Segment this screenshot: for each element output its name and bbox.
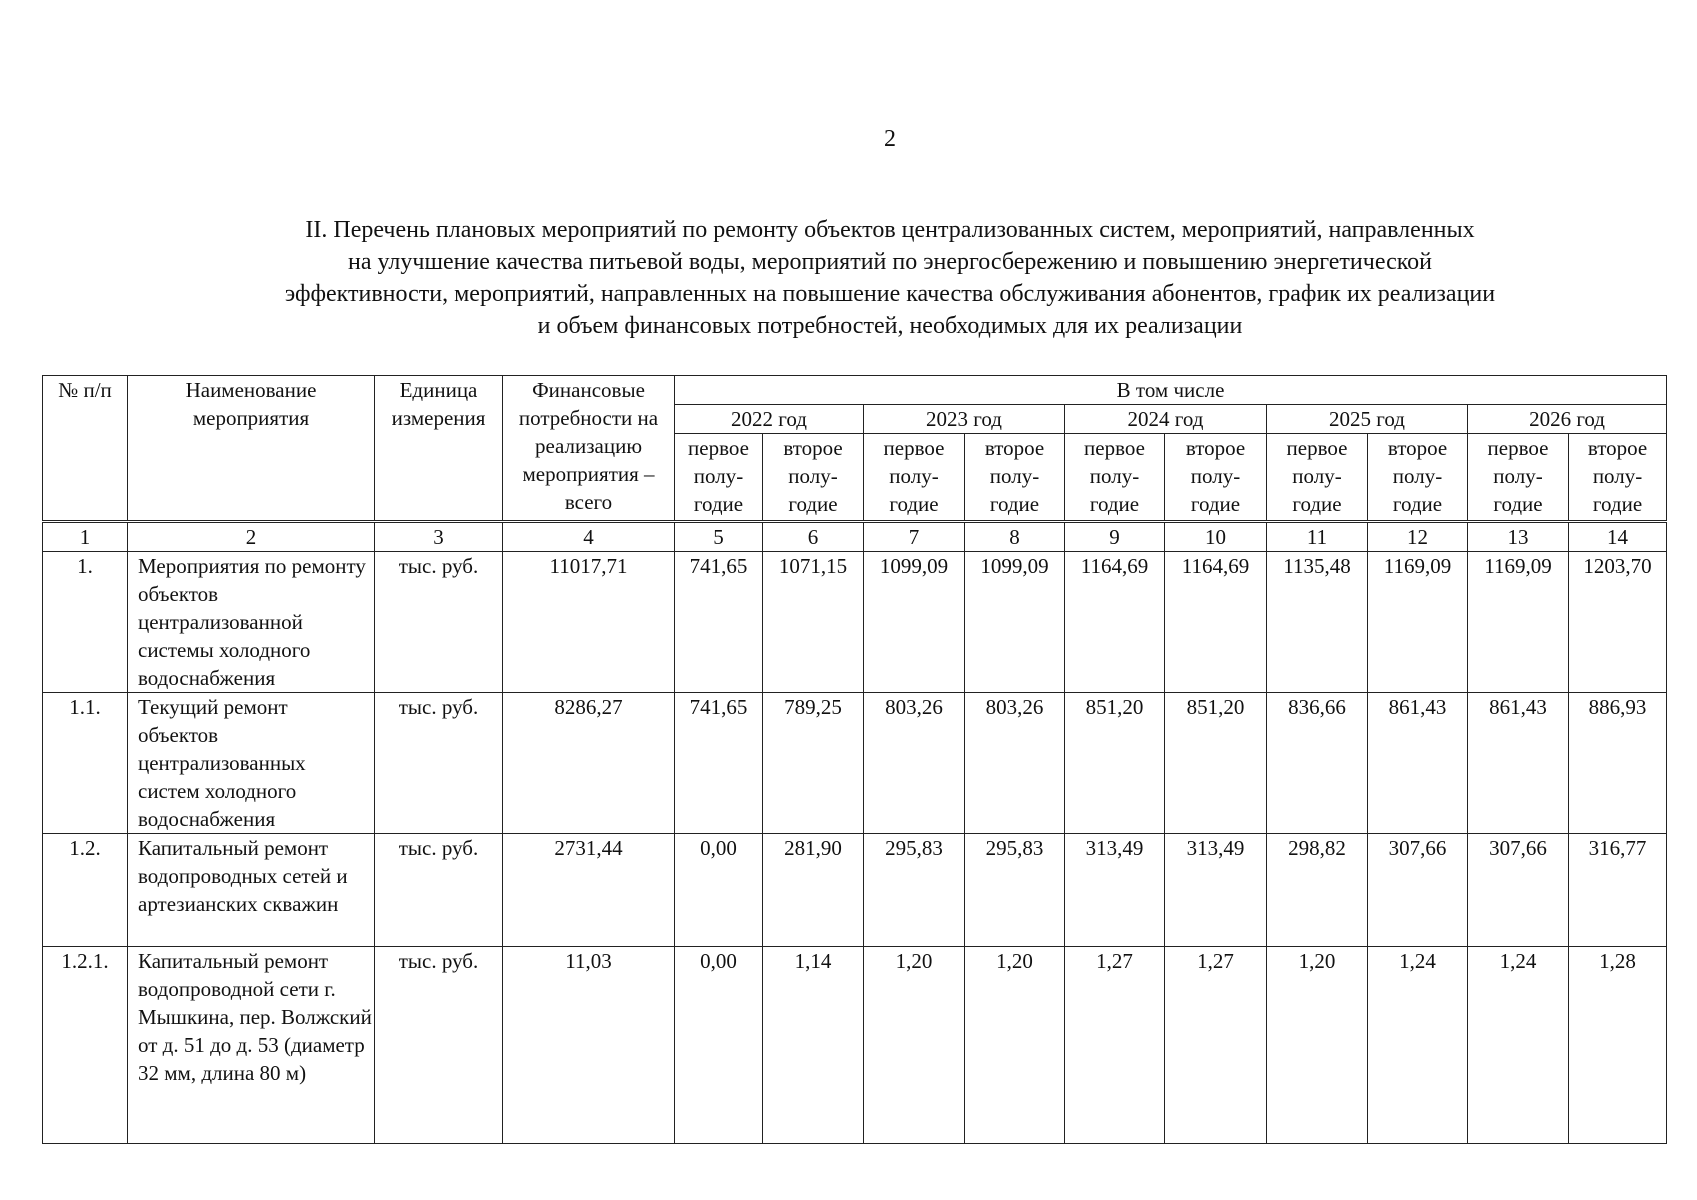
row-value: 1203,70	[1569, 552, 1667, 693]
row-value: 1,20	[864, 947, 965, 1144]
header-total: Финансовые потребности на реализацию мероприятия – всего	[503, 376, 675, 522]
header-first-half: первое полу-годие	[1468, 434, 1569, 522]
header-first-half: первое полу-годие	[675, 434, 763, 522]
table-row	[43, 834, 1667, 947]
row-num: 1.1.	[43, 693, 128, 834]
column-number: 6	[763, 522, 864, 552]
title-line: на улучшение качества питьевой воды, мероприятий по энергосбережению и повышению энергетической	[347, 249, 1433, 275]
row-value: 0,00	[675, 947, 763, 1144]
row-value: 861,43	[1468, 693, 1569, 834]
row-value: 1,14	[763, 947, 864, 1144]
row-name: Капитальный ремонт водопроводной сети г. Мышкина, пер. Волжский от д. 51 до д. 53 (диаметр 32 мм, длина 80 м)	[128, 947, 375, 1144]
header-second-half: второе полу-годие	[763, 434, 864, 522]
column-number: 1	[43, 522, 128, 552]
row-value: 1,27	[1065, 947, 1165, 1144]
row-value: 298,82	[1267, 834, 1368, 947]
table-row	[43, 552, 1667, 693]
row-num: 1.2.	[43, 834, 128, 947]
row-value: 741,65	[675, 552, 763, 693]
row-value: 803,26	[864, 693, 965, 834]
table-row	[43, 947, 1667, 1144]
page-number: 2	[884, 126, 896, 152]
column-number: 2	[128, 522, 375, 552]
column-number: 3	[375, 522, 503, 552]
row-total: 8286,27	[503, 693, 675, 834]
header-year: 2026 год	[1468, 405, 1667, 434]
header-year: 2023 год	[864, 405, 1065, 434]
row-value: 281,90	[763, 834, 864, 947]
row-value: 307,66	[1368, 834, 1468, 947]
column-number: 8	[965, 522, 1065, 552]
row-value: 1099,09	[965, 552, 1065, 693]
row-total: 11,03	[503, 947, 675, 1144]
row-value: 789,25	[763, 693, 864, 834]
row-name: Капитальный ремонт водопроводных сетей и артезианских скважин	[128, 834, 375, 947]
row-value: 1,24	[1368, 947, 1468, 1144]
row-value: 851,20	[1165, 693, 1267, 834]
column-number: 4	[503, 522, 675, 552]
row-unit: тыс. руб.	[375, 693, 503, 834]
column-number: 10	[1165, 522, 1267, 552]
row-name: Текущий ремонт объектов централизованных систем холодного водоснабжения	[128, 693, 375, 834]
column-number: 9	[1065, 522, 1165, 552]
row-value: 1164,69	[1165, 552, 1267, 693]
header-year: 2024 год	[1065, 405, 1267, 434]
row-value: 836,66	[1267, 693, 1368, 834]
row-value: 313,49	[1065, 834, 1165, 947]
header-name: Наименование мероприятия	[128, 376, 375, 522]
row-value: 316,77	[1569, 834, 1667, 947]
header-unit: Единица измерения	[375, 376, 503, 522]
column-number: 7	[864, 522, 965, 552]
row-value: 1169,09	[1468, 552, 1569, 693]
title-line: и объем финансовых потребностей, необходимых для их реализации	[537, 313, 1243, 339]
row-total: 2731,44	[503, 834, 675, 947]
document-title	[120, 214, 1660, 342]
row-value: 1,24	[1468, 947, 1569, 1144]
row-value: 1,20	[965, 947, 1065, 1144]
header-num: № п/п	[43, 376, 128, 522]
column-number: 12	[1368, 522, 1468, 552]
row-value: 803,26	[965, 693, 1065, 834]
row-value: 0,00	[675, 834, 763, 947]
header-year: 2022 год	[675, 405, 864, 434]
column-number: 14	[1569, 522, 1667, 552]
row-value: 295,83	[965, 834, 1065, 947]
row-unit: тыс. руб.	[375, 834, 503, 947]
header-second-half: второе полу-годие	[965, 434, 1065, 522]
header-including: В том числе	[675, 376, 1667, 405]
column-number: 13	[1468, 522, 1569, 552]
header-second-half: второе полу-годие	[1569, 434, 1667, 522]
header-second-half: второе полу-годие	[1165, 434, 1267, 522]
header-first-half: первое полу-годие	[1267, 434, 1368, 522]
row-value: 313,49	[1165, 834, 1267, 947]
row-value: 1169,09	[1368, 552, 1468, 693]
table-row	[43, 693, 1667, 834]
row-value: 741,65	[675, 693, 763, 834]
header-first-half: первое полу-годие	[1065, 434, 1165, 522]
row-value: 1,28	[1569, 947, 1667, 1144]
row-value: 886,93	[1569, 693, 1667, 834]
header-year: 2025 год	[1267, 405, 1468, 434]
row-value: 861,43	[1368, 693, 1468, 834]
title-line: II. Перечень плановых мероприятий по ремонту объектов централизованных систем, мероприятий, направленных	[305, 217, 1475, 243]
row-value: 1164,69	[1065, 552, 1165, 693]
row-name: Мероприятия по ремонту объектов централизованной системы холодного водоснабжения	[128, 552, 375, 693]
row-value: 1071,15	[763, 552, 864, 693]
row-value: 307,66	[1468, 834, 1569, 947]
row-num: 1.	[43, 552, 128, 693]
column-number: 5	[675, 522, 763, 552]
row-value: 1135,48	[1267, 552, 1368, 693]
row-value: 295,83	[864, 834, 965, 947]
column-number-row	[43, 522, 1667, 552]
title-line: эффективности, мероприятий, направленных на повышение качества обслуживания абонентов, график их реализации	[284, 281, 1496, 307]
row-value: 1,27	[1165, 947, 1267, 1144]
row-num: 1.2.1.	[43, 947, 128, 1144]
plan-table	[42, 375, 1667, 1144]
header-first-half: первое полу-годие	[864, 434, 965, 522]
header-second-half: второе полу-годие	[1368, 434, 1468, 522]
column-number: 11	[1267, 522, 1368, 552]
row-unit: тыс. руб.	[375, 947, 503, 1144]
row-value: 1099,09	[864, 552, 965, 693]
row-value: 851,20	[1065, 693, 1165, 834]
row-value: 1,20	[1267, 947, 1368, 1144]
row-unit: тыс. руб.	[375, 552, 503, 693]
row-total: 11017,71	[503, 552, 675, 693]
